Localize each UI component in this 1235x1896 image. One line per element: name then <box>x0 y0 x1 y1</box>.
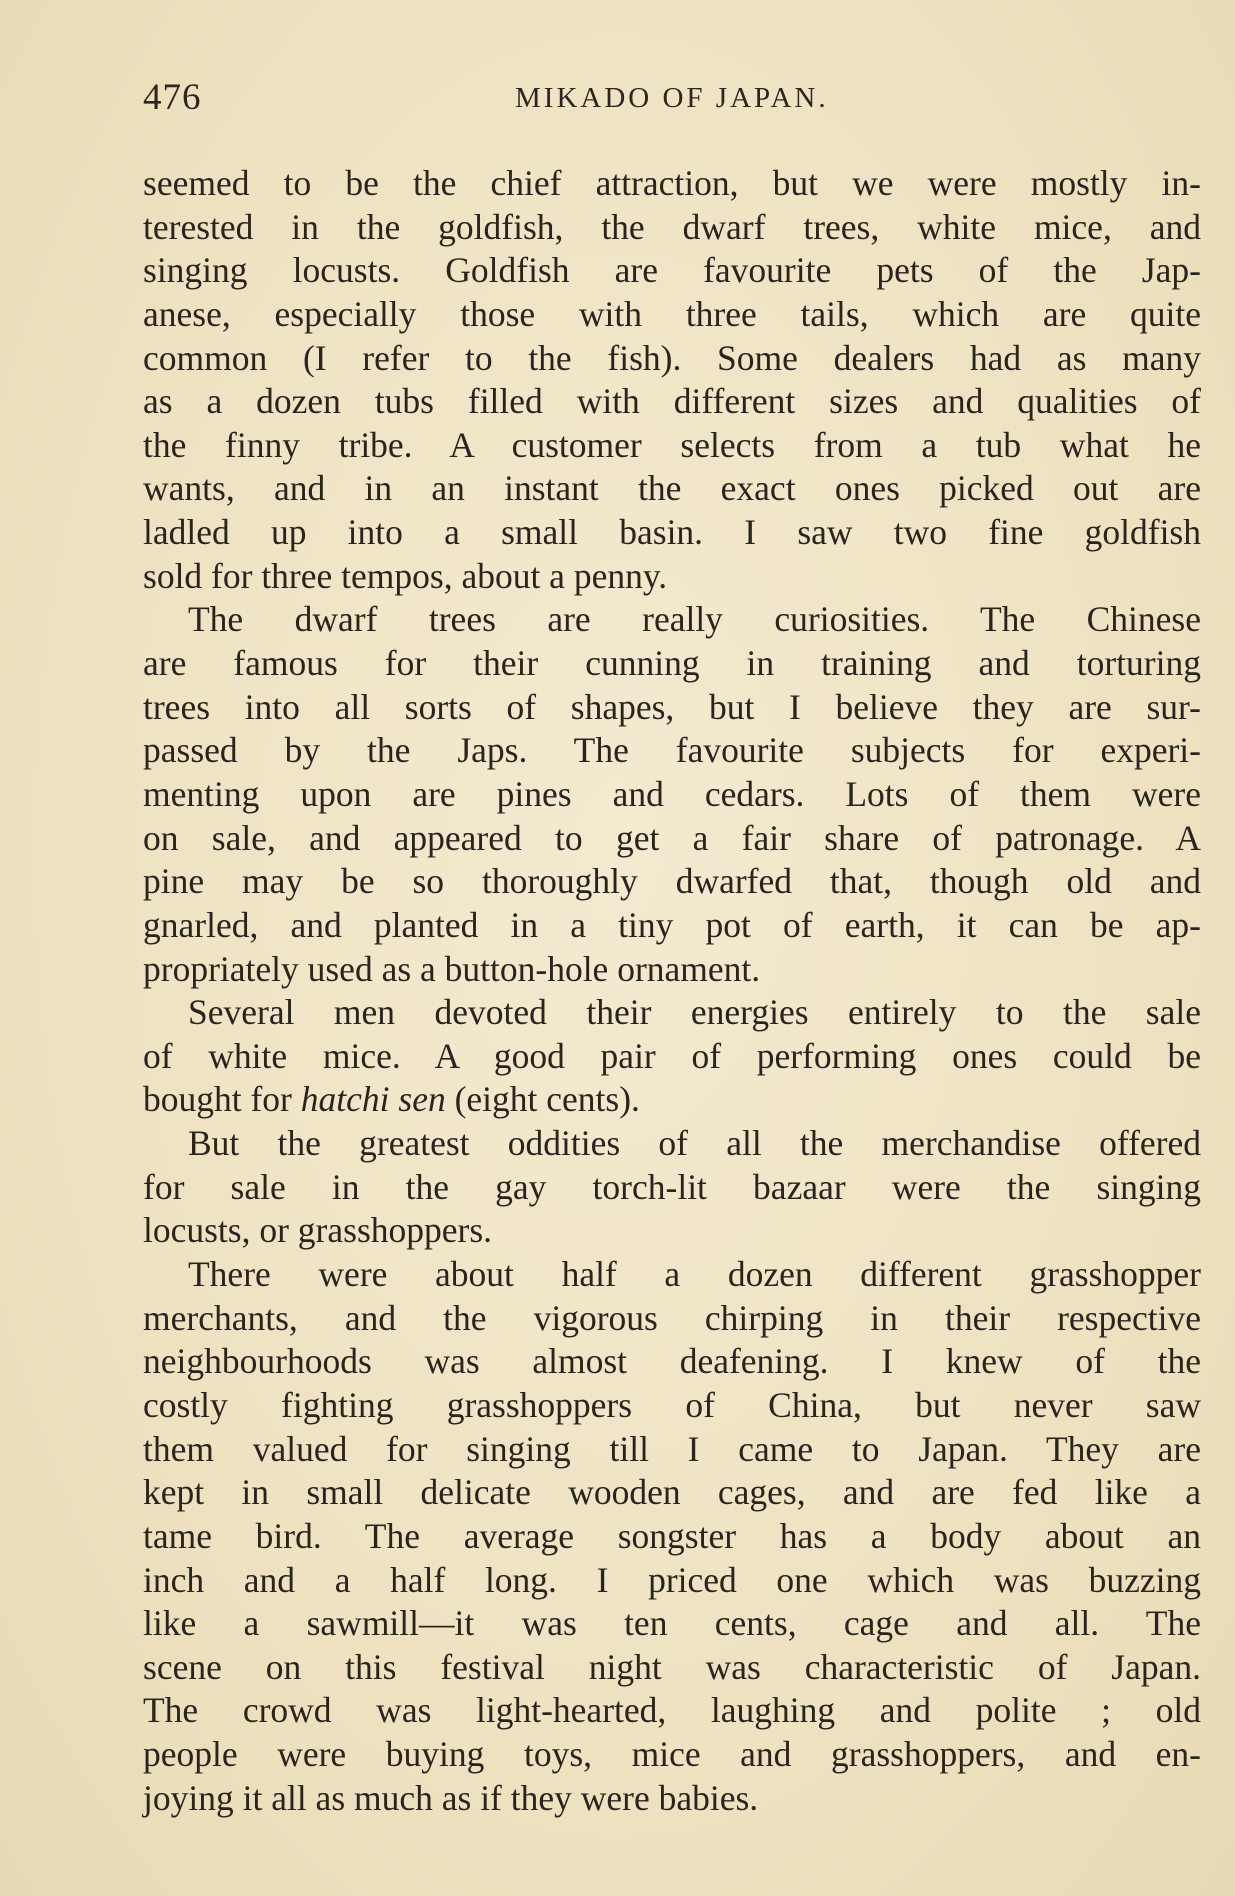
text-line: sold for three tempos, about a penny. <box>143 555 668 596</box>
text-line <box>143 1078 1201 1122</box>
text-line: gnarled, and planted in a tiny pot of earth, it can be ap- <box>143 904 1201 945</box>
text-line: are famous for their cunning in training and torturing <box>143 643 1201 684</box>
text-line: singing locusts. Goldfish are favourite pets of the Jap- <box>143 250 1201 291</box>
text-line: locusts, or grasshoppers. <box>143 1210 493 1251</box>
text-line: wants, and in an instant the exact ones picked out are <box>143 468 1201 509</box>
text-line: The dwarf trees are really curiosities. The Chinese <box>188 599 1201 640</box>
text-line: for sale in the gay torch-lit bazaar were the singing <box>143 1166 1201 1207</box>
text-line: common (I refer to the fish). Some dealers had as many <box>143 337 1201 378</box>
text-line: terested in the goldfish, the dwarf trees, white mice, and <box>143 206 1201 247</box>
text-line: ladled up into a small basin. I saw two fine goldfish <box>143 512 1201 553</box>
text-line: menting upon are pines and cedars. Lots of them were <box>143 773 1201 814</box>
text-line: people were buying toys, mice and grasshoppers, and en- <box>143 1734 1201 1775</box>
text-line: pine may be so thoroughly dwarfed that, though old and <box>143 861 1201 902</box>
text-line: on sale, and appeared to get a fair share of patronage. A <box>143 817 1201 858</box>
italic-phrase: hatchi sen <box>300 1079 446 1120</box>
page-number: 476 <box>143 77 202 118</box>
text-line: inch and a half long. I priced one which was buzzing <box>143 1559 1201 1600</box>
text-line: neighbourhoods was almost deafening. I knew of the <box>143 1341 1201 1382</box>
text-line: as a dozen tubs filled with different sizes and qualities of <box>143 381 1201 422</box>
body-text <box>143 162 1201 1820</box>
text-line: them valued for singing till I came to Japan. They are <box>143 1428 1201 1469</box>
text-line: of white mice. A good pair of performing ones could be <box>143 1035 1201 1076</box>
text-line: propriately used as a button-hole ornament. <box>143 948 761 989</box>
running-title: MIKADO OF JAPAN. <box>515 82 829 114</box>
text-line: anese, especially those with three tails, which are quite <box>143 293 1201 334</box>
text-line: Several men devoted their energies entirely to the sale <box>188 992 1201 1033</box>
text-line: There were about half a dozen different grasshopper <box>188 1254 1201 1295</box>
text-line: merchants, and the vigorous chirping in their respective <box>143 1297 1201 1338</box>
text-line: tame bird. The average songster has a body about an <box>143 1515 1201 1556</box>
page-header <box>143 76 1203 126</box>
text-line: But the greatest oddities of all the merchandise offered <box>188 1123 1201 1164</box>
text-line: passed by the Japs. The favourite subjects for experi- <box>143 730 1201 771</box>
text-line: trees into all sorts of shapes, but I believe they are sur- <box>143 686 1201 727</box>
text-line: scene on this festival night was characteristic of Japan. <box>143 1646 1201 1687</box>
text-line: kept in small delicate wooden cages, and are fed like a <box>143 1472 1201 1513</box>
text-segment: (eight cents). <box>445 1079 640 1120</box>
text-line: seemed to be the chief attraction, but we were mostly in- <box>143 163 1201 203</box>
text-line: like a sawmill—it was ten cents, cage and all. The <box>143 1603 1201 1644</box>
text-line: The crowd was light-hearted, laughing and polite ; old <box>143 1690 1201 1731</box>
text-line: the finny tribe. A customer selects from a tub what he <box>143 424 1201 465</box>
text-segment: bought for <box>143 1079 301 1120</box>
text-line: costly fighting grasshoppers of China, but never saw <box>143 1384 1201 1425</box>
text-line: joying it all as much as if they were babies. <box>143 1777 759 1818</box>
